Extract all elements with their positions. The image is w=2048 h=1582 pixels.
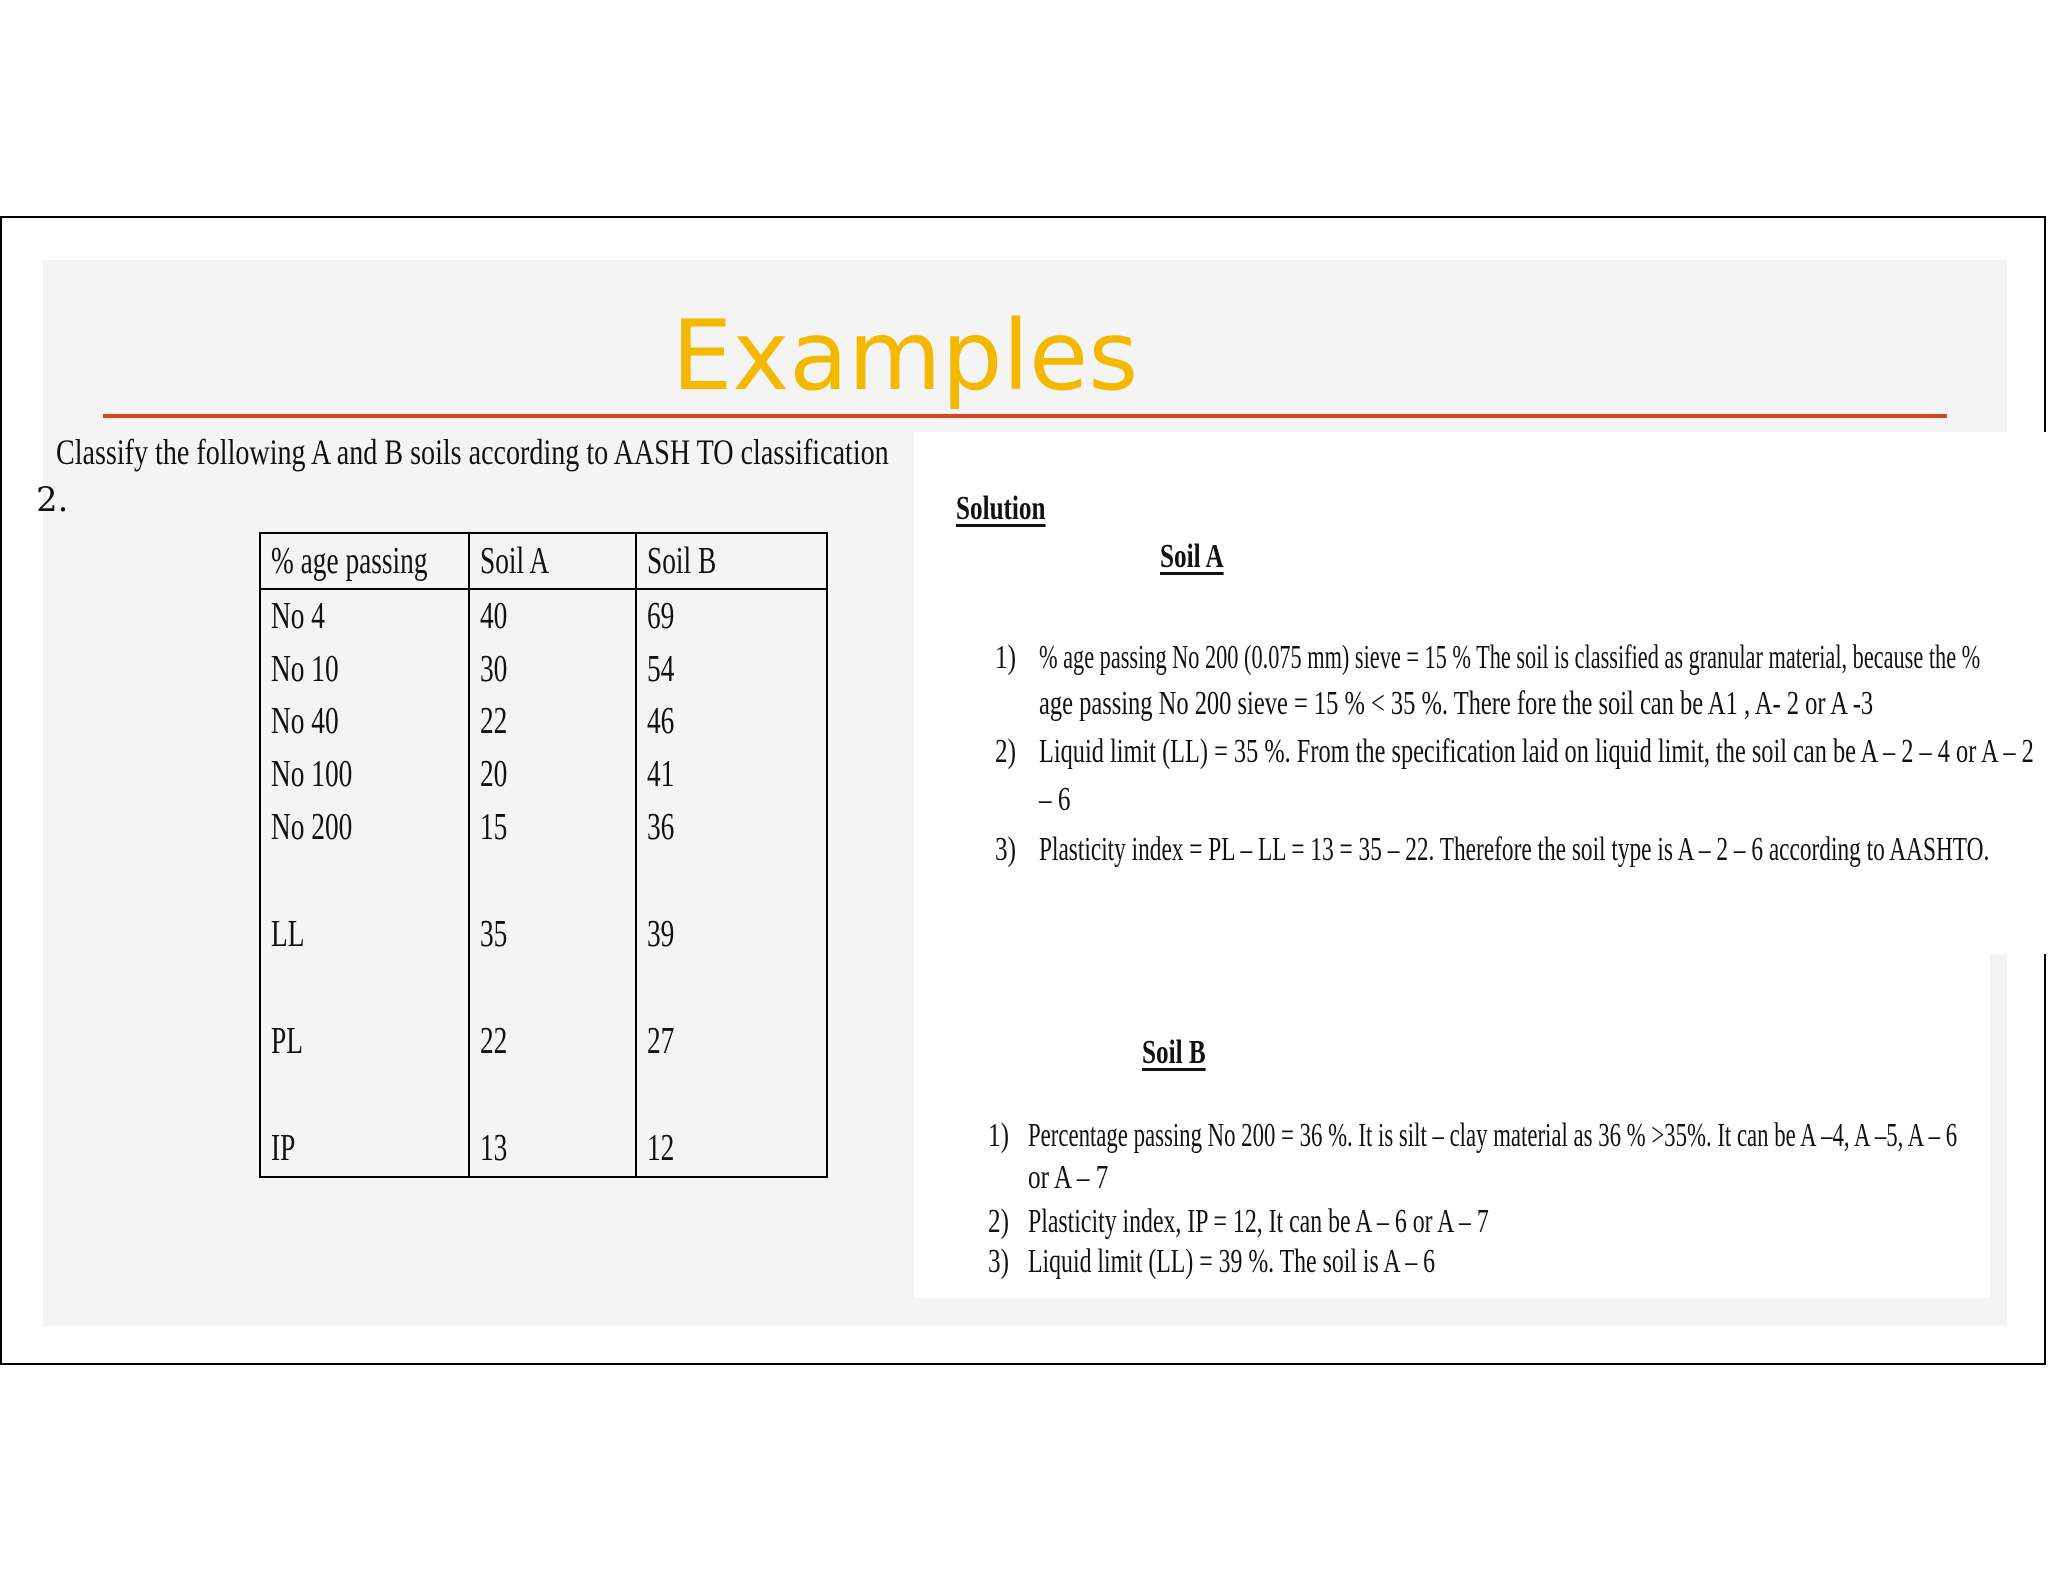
table-cell: LL (271, 912, 305, 955)
table-row (260, 961, 827, 1068)
table-cell: 13 (469, 1068, 636, 1177)
table-header-row (260, 533, 827, 589)
solution-heading: Solution (956, 490, 1046, 527)
table-cell: 15 (469, 801, 636, 854)
table-cell: No 4 (271, 595, 325, 637)
table-row (260, 695, 827, 748)
table-cell: 35 (469, 854, 636, 961)
table-cell: 69 (636, 589, 827, 643)
soil-b-heading: Soil B (1142, 1034, 1206, 1071)
question-prompt: Classify the following A and B soils according to AASH TO classification (56, 432, 889, 472)
table-cell: 27 (636, 961, 827, 1068)
table-cell: No 10 (271, 647, 339, 690)
slide-title: Examples (671, 300, 1139, 412)
table-row (260, 643, 827, 696)
table-cell: 46 (636, 695, 827, 748)
table-header-cell: % age passing (260, 533, 469, 589)
table-cell: 22 (469, 695, 636, 748)
soil-a-heading: Soil A (1160, 538, 1224, 575)
table-header-cell: Soil B (636, 533, 827, 589)
table-cell: 40 (469, 589, 636, 643)
table-cell: No 200 (271, 805, 353, 848)
table-cell: No 40 (271, 700, 339, 743)
table-cell: 30 (469, 643, 636, 696)
table-cell: 41 (636, 748, 827, 801)
soil-data-table (259, 532, 828, 1178)
table-cell: No 100 (271, 753, 353, 796)
table-row (260, 748, 827, 801)
table-cell: 12 (636, 1068, 827, 1177)
table-cell: 54 (636, 643, 827, 696)
table-cell: PL (271, 1019, 303, 1062)
table-row (260, 801, 827, 854)
table-cell: 36 (636, 801, 827, 854)
table-cell: 22 (469, 961, 636, 1068)
table-row (260, 1068, 827, 1177)
table-cell: 20 (469, 748, 636, 801)
title-divider (103, 414, 1947, 418)
question-number: 2. (36, 480, 69, 520)
table-header-cell: Soil A (469, 533, 636, 589)
table-cell: IP (271, 1127, 296, 1170)
table-cell: 39 (636, 854, 827, 961)
table-row (260, 589, 827, 643)
table-row (260, 854, 827, 961)
